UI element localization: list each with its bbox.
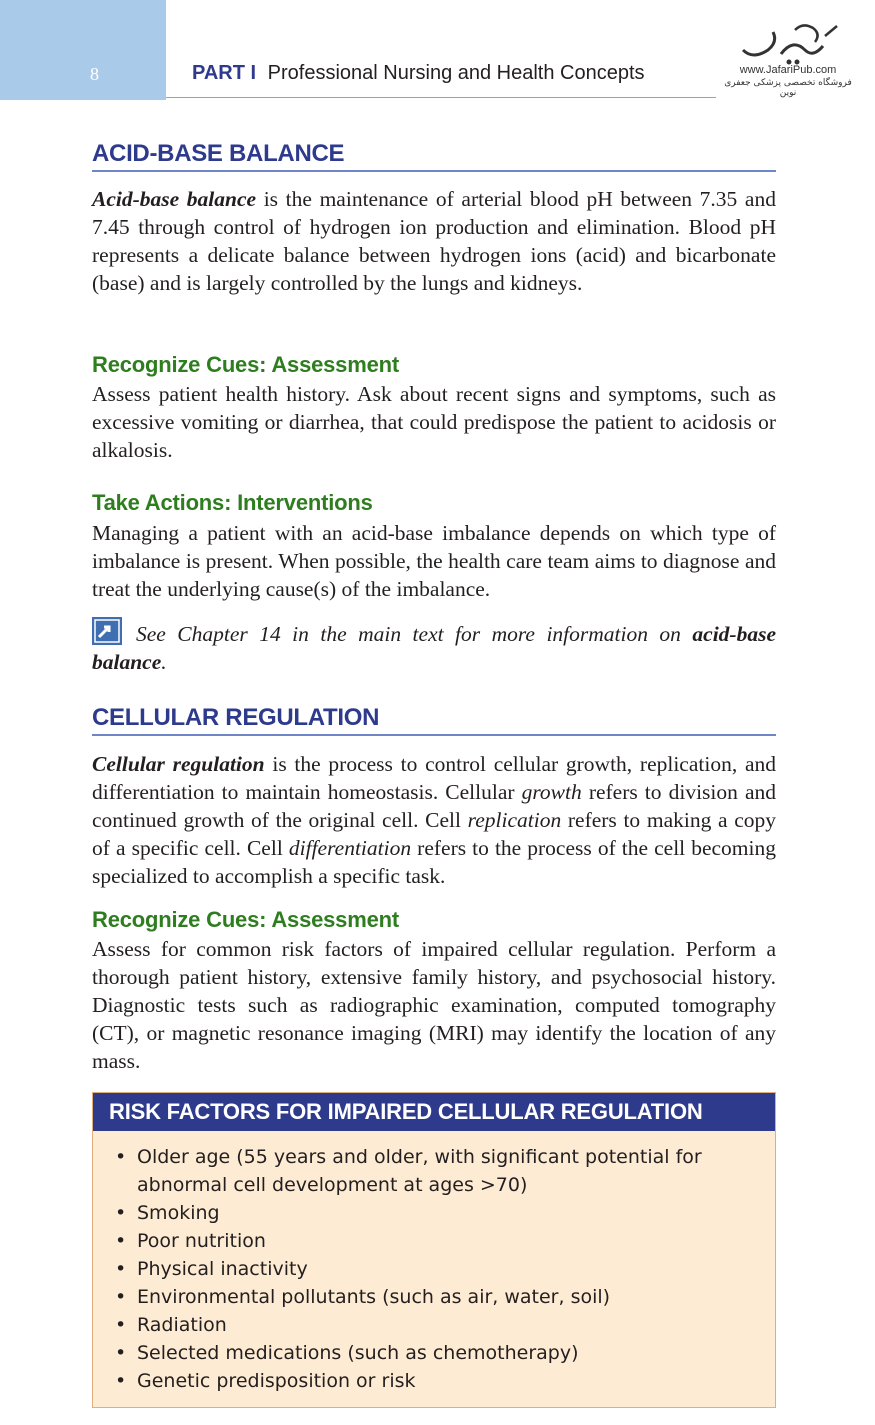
list-item: • Environmental pollutants (such as air, water, soil): [137, 1283, 747, 1311]
note-prefix: See Chapter 14 in the main text for more information on: [136, 622, 693, 646]
cellular-text-2: refers to division and continued growth of the original cell. Cell: [92, 780, 776, 832]
cellular-assessment-title: Recognize Cues: Assessment: [92, 907, 399, 932]
cellular-assessment-text: Assess for common risk factors of impaired cellular regulation. Perform a thorough patient history, extensive family history, and psychosocial history. Diagnostic tests such as radiographic examination, computed tomography (CT), or magnetic resonance imaging (MRI) may identify the location of any mass.: [92, 937, 776, 1073]
list-item: • Older age (55 years and older, with significant potential for abnormal cell development at ages >70): [137, 1143, 747, 1199]
chapter-title: Professional Nursing and Health Concepts: [267, 62, 645, 84]
logo-tagline: فروشگاه تخصصی پزشکی جعفری نوین: [724, 78, 852, 98]
jafari-logo-icon: [733, 20, 843, 66]
publisher-logo: [718, 20, 858, 106]
term-replication: replication: [467, 808, 562, 832]
cellular-term: Cellular regulation: [92, 752, 265, 776]
part-label: PART: [192, 62, 245, 84]
note-suffix: .: [161, 650, 167, 674]
cellular-text-4: refers to the process of the cell becoming specialized to accomplish a specific task.: [92, 836, 777, 888]
acid-base-assessment-text: Assess patient health history. Ask about recent signs and symptoms, such as excessive vomiting or diarrhea, that could predispose the patient to acidosis or alkalosis.: [92, 382, 776, 462]
section-title-acid-base: ACID-BASE BALANCE: [92, 140, 776, 172]
risk-factors-list: [93, 1143, 775, 1395]
part-number: I: [250, 62, 257, 84]
cellular-text-1: is the process to control cellular growth, replication, and differentiation to maintain homeostasis. Cellular: [92, 752, 776, 804]
logo-url: www.JafariPub.com: [739, 64, 837, 76]
risk-factors-box: [92, 1092, 776, 1408]
cellular-text-3: refers to making a copy of a specific cell. Cell: [92, 808, 777, 860]
acid-base-assessment-title: Recognize Cues: Assessment: [92, 352, 399, 377]
page-number-tab: [0, 0, 166, 100]
list-item: • Genetic predisposition or risk: [137, 1367, 747, 1395]
section-title-cellular-regulation: CELLULAR REGULATION: [92, 704, 776, 736]
term-differentiation: differentiation: [288, 836, 412, 860]
acid-base-definition: [92, 185, 776, 297]
risk-factors-title: RISK FACTORS FOR IMPAIRED CELLULAR REGULATION: [93, 1093, 775, 1131]
acid-base-interventions-text: Managing a patient with an acid-base imbalance depends on which type of imbalance is present. When possible, the health care team aims to diagnose and treat the underlying cause(s) of the imbalance.: [92, 521, 776, 601]
acid-base-term: Acid-base balance: [92, 187, 257, 211]
list-item: • Selected medications (such as chemotherapy): [137, 1339, 747, 1367]
running-head: [192, 62, 645, 85]
acid-base-interventions-title: Take Actions: Interventions: [92, 490, 373, 515]
acid-base-definition-text: is the maintenance of arterial blood pH between 7.35 and 7.45 through control of hydrogen ion production and elimination. Blood pH represents a delicate balance between hydrogen ions (acid) and bicarbonate (base) and is largely controlled by the lungs and kidneys.: [92, 187, 776, 295]
list-item: • Physical inactivity: [137, 1255, 747, 1283]
list-item: • Smoking: [137, 1199, 747, 1227]
term-growth: growth: [521, 780, 582, 804]
acid-base-note: [92, 620, 776, 676]
cellular-definition: [92, 750, 776, 890]
page-number: 8: [90, 64, 99, 84]
header-rule: [166, 97, 716, 98]
note-term: acid-base balance: [92, 622, 776, 674]
list-item: • Radiation: [137, 1311, 747, 1339]
list-item: • Poor nutrition: [137, 1227, 747, 1255]
